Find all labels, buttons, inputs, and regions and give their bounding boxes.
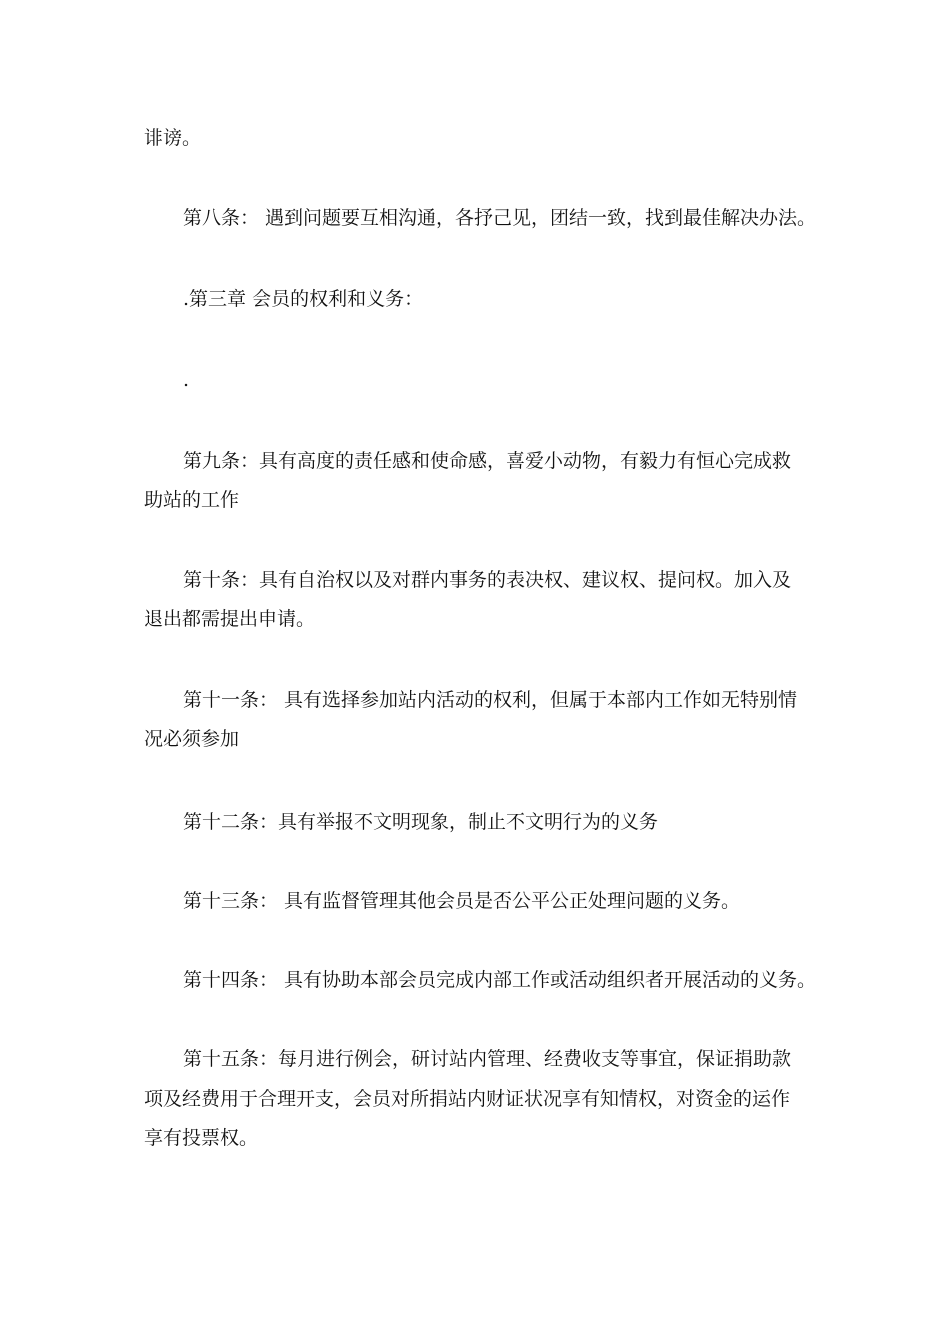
- article-10-line-1: 第十条：具有自治权以及对群内事务的表决权、建议权、提问权。加入及: [183, 569, 792, 591]
- chapter-3-heading: .第三章 会员的权利和义务：: [183, 288, 424, 310]
- paragraph-continuation-line: 诽谤。: [144, 127, 202, 149]
- article-15-line-3: 享有投票权。: [144, 1127, 259, 1149]
- article-10-line-2: 退出都需提出申请。: [144, 608, 316, 630]
- stray-dot: .: [183, 369, 190, 391]
- article-11-line-2: 况必须参加: [144, 728, 240, 750]
- article-14: 第十四条： 具有协助本部会员完成内部工作或活动组织者开展活动的义务。: [183, 969, 817, 991]
- article-15-line-1: 第十五条：每月进行例会，研讨站内管理、经费收支等事宜，保证捐助款: [183, 1048, 792, 1070]
- article-8: 第八条： 遇到问题要互相沟通，各抒己见，团结一致，找到最佳解决办法。: [183, 207, 817, 229]
- article-11-line-1: 第十一条： 具有选择参加站内活动的权利，但属于本部内工作如无特别情: [183, 689, 798, 711]
- article-13: 第十三条： 具有监督管理其他会员是否公平公正处理问题的义务。: [183, 890, 741, 912]
- article-9-line-1: 第九条：具有高度的责任感和使命感，喜爱小动物，有毅力有恒心完成救: [183, 450, 792, 472]
- article-12: 第十二条：具有举报不文明现象，制止不文明行为的义务: [183, 811, 659, 833]
- article-15-line-2: 项及经费用于合理开支，会员对所捐站内财证状况享有知情权，对资金的运作: [144, 1088, 791, 1110]
- article-9-line-2: 助站的工作: [144, 489, 240, 511]
